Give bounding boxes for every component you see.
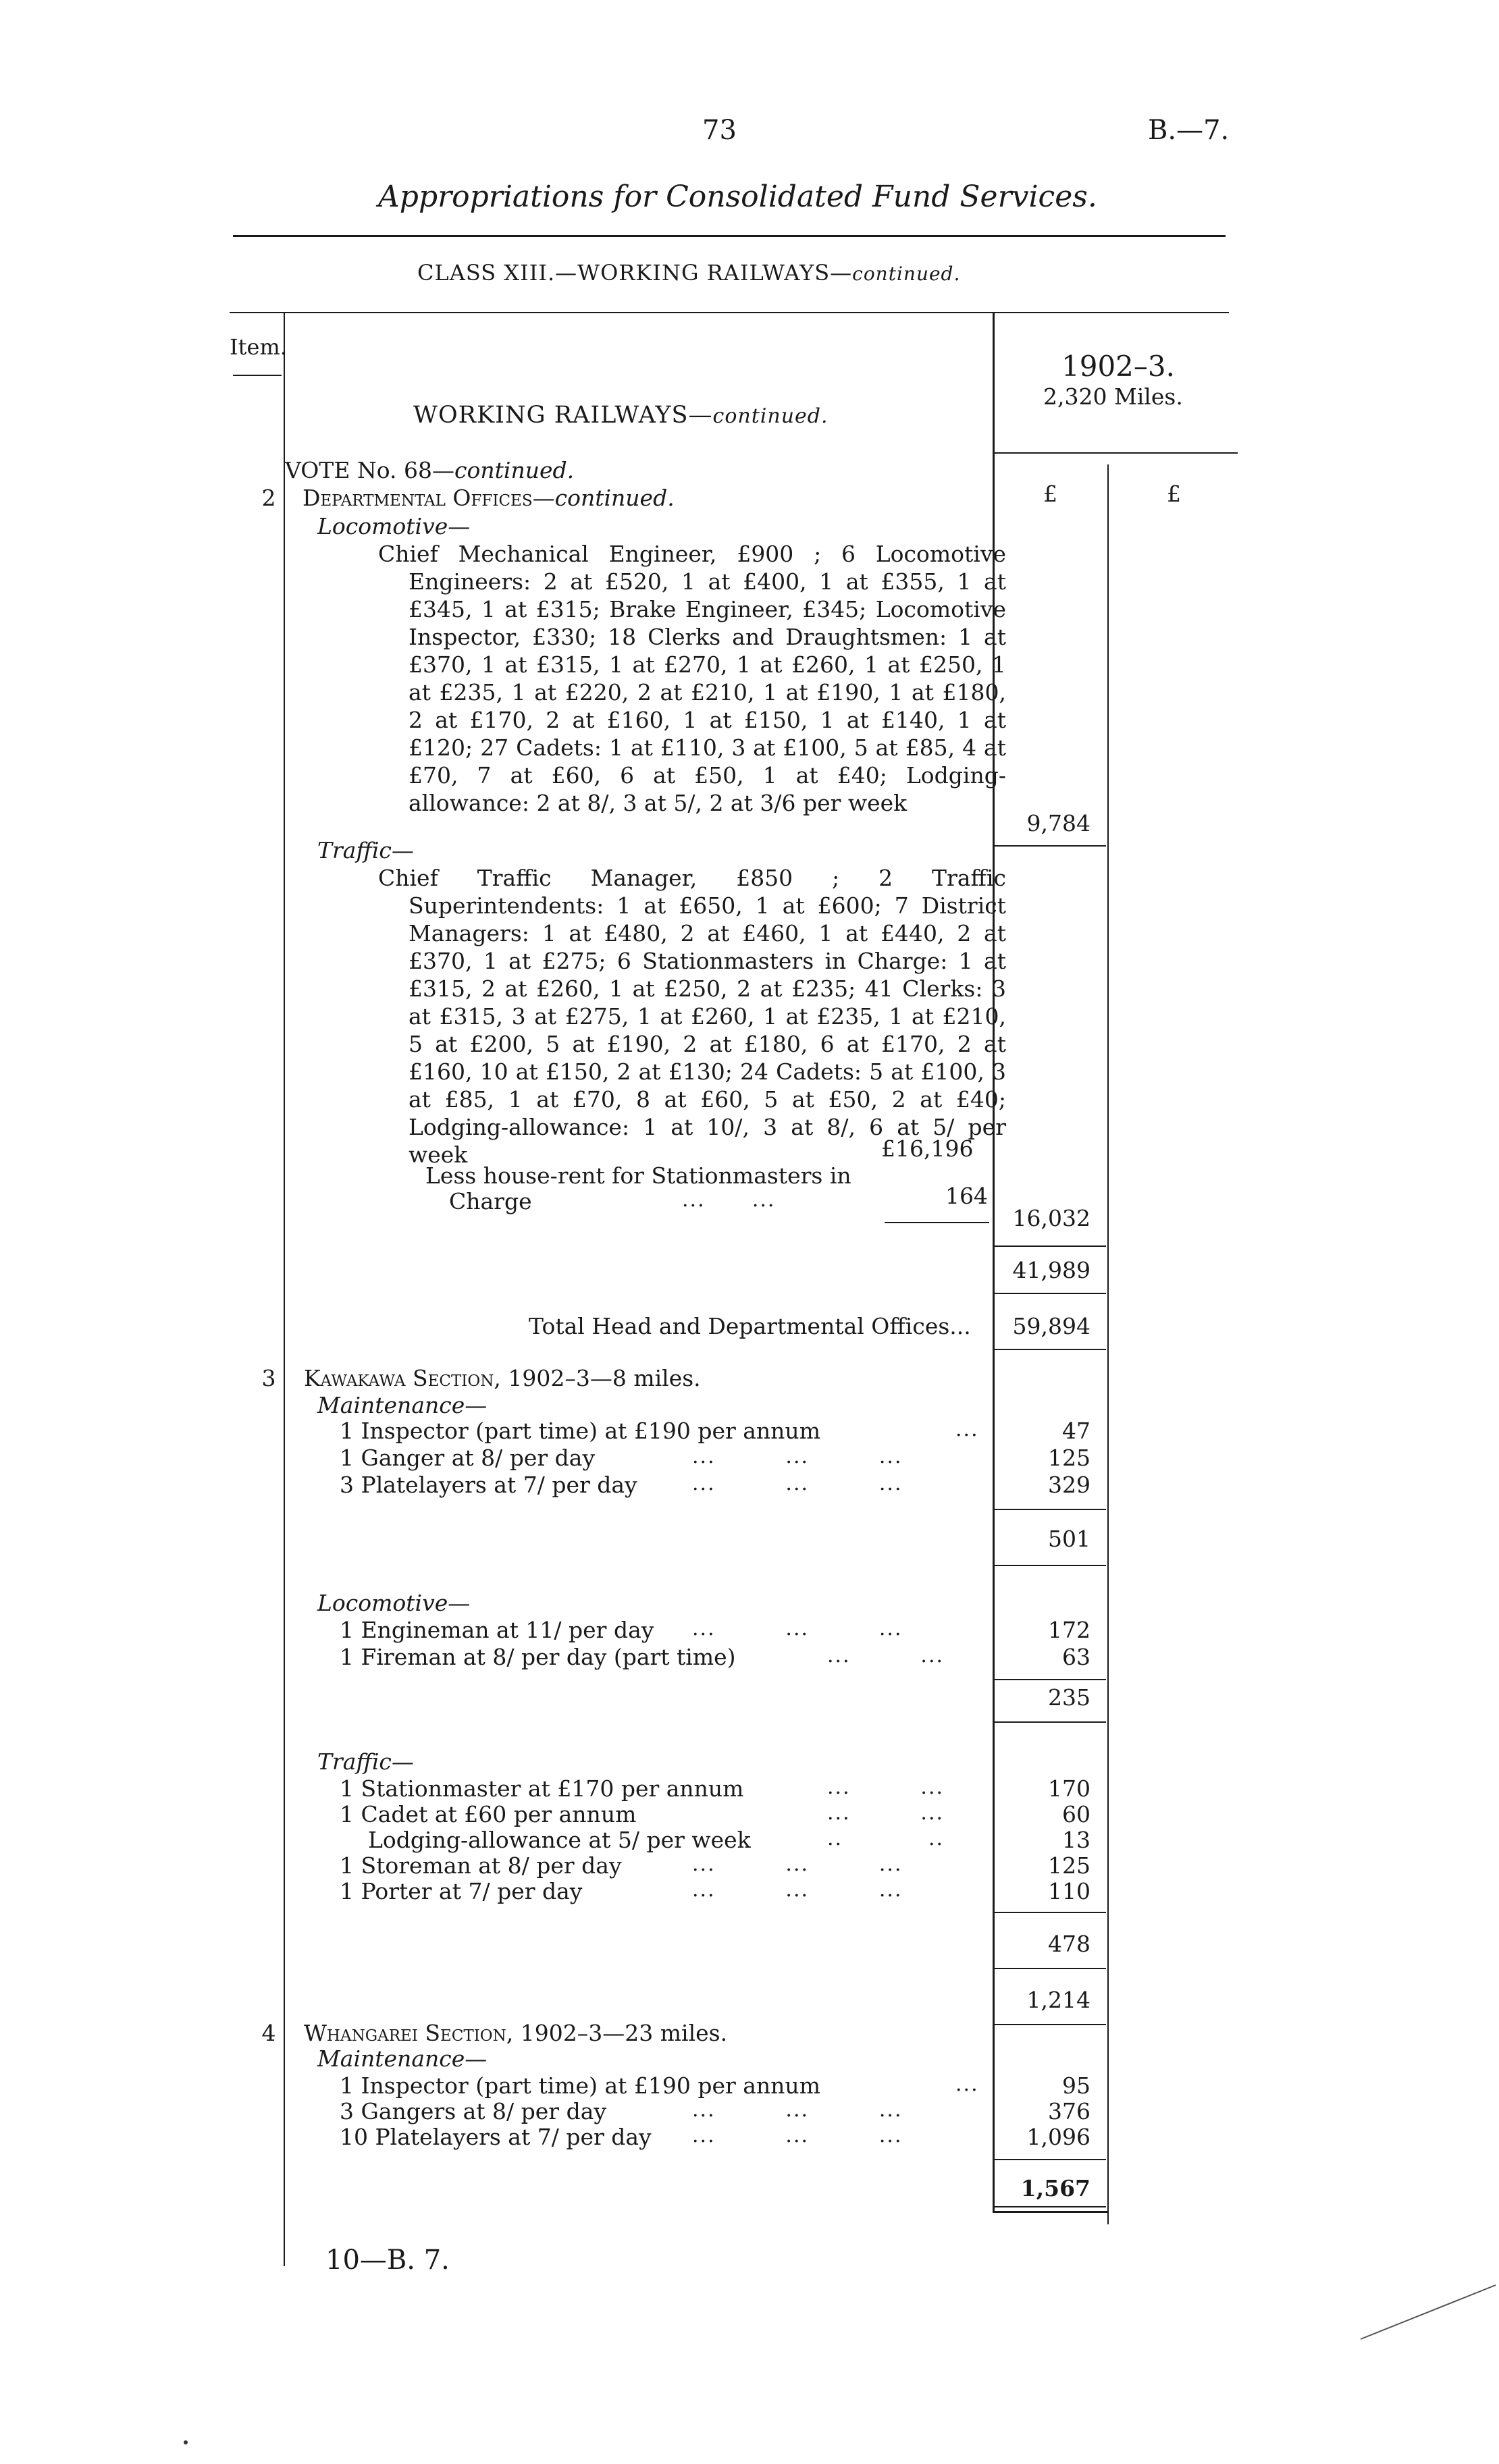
page-title: Appropriations for Consolidated Fund Services. [378,180,1097,214]
locomotive-heading: Locomotive— [317,513,471,539]
amount-col-bottom [993,2211,1109,2213]
currency-col2: £ [1167,481,1181,507]
row-dots: ... ... ... [692,1445,903,1468]
dot-mark [184,2440,188,2444]
row-dots: ... ... ... [692,1472,903,1495]
item-number-2: 2 [261,485,276,511]
row-dots: ... ... ... [692,2098,903,2122]
kawakawa-traffic-row-3: Lodging-allowance at 5/ per week [368,1827,751,1853]
kawakawa-maint-row-1: 1 Inspector (part time) at £190 per annum [340,1418,820,1444]
kawakawa-maint-rule [995,1509,1106,1510]
head-total-rule [995,1349,1106,1350]
item-header-underline [233,375,282,376]
item-number-3: 3 [261,1365,276,1391]
footer-signature: 10—B. 7. [325,2245,450,2276]
item-column-header: Item. [230,334,287,360]
locomotive-total: 9,784 [1026,810,1090,836]
miles-header: 2,320 Miles. [1043,383,1183,410]
whangarei-maint-amount-3: 1,096 [1026,2124,1090,2150]
traffic-total: 16,032 [1012,1205,1090,1231]
traffic-details: Chief Traffic Manager, £850 ; 2 Traffic Superintendents: 1 at £650, 1 at £600; 7 District Managers: 1 at £480, 2 at £460, 1 at £440, 2 at £370, 1 at £275; 6 Stationmasters in Charge: 1 at £315, 2 at £260, 1 at £250, 2 at £235; 41 Clerks: 3 at £315, 3 at £275, 1 at £260, 1 at £235, 1 at £210, 5 at £200, 5 at £190, 2 at £180, 6 at £170, 2 at £160, 10 at £150, 2 at £130; 24 Cadets: 5 at £100, 3 at £85, 1 at £70, 8 at £60, 5 at £50, 2 at £40; Lodging-allowance: 1 at 10/, 3 at 8/, 6 at 5/ per week [378,865,1006,1168]
kawakawa-loco-amount-1: 172 [1048,1617,1090,1643]
class-heading [417,260,960,286]
vote-label-cont: continued. [454,457,575,483]
whangarei-maint-total: 1,567 [1020,2175,1090,2201]
class-heading-main: CLASS XIII.—WORKING RAILWAYS— [417,260,853,286]
kawakawa-loco-heading: Locomotive— [317,1590,471,1616]
title-rule [233,235,1226,237]
locomotive-total-rule [995,845,1106,847]
whangarei-title [304,2020,727,2046]
row-dots: .. .. [827,1827,945,1850]
kawakawa-traffic-row-1: 1 Stationmaster at £170 per annum [340,1775,744,1802]
whangarei-maint-row-3: 10 Platelayers at 7/ per day [340,2124,652,2150]
kawakawa-traffic-row-2: 1 Cadet at £60 per annum [340,1801,637,1827]
whangarei-maint-row-1: 1 Inspector (part time) at £190 per annum [340,2072,820,2099]
charge-dots: ... ... [682,1188,776,1212]
currency-col1: £ [1043,481,1057,507]
amount-col-mid-rule [1107,464,1109,2224]
dept-offices-heading-main: Departmental Offices— [303,485,555,511]
kawakawa-maint-total: 501 [1048,1526,1090,1552]
row-dots: ... ... [827,1801,945,1825]
row-dots: ... ... ... [692,1852,903,1876]
kawakawa-loco-total-rule [995,1721,1106,1723]
kawakawa-traffic-row-5: 1 Porter at 7/ per day [340,1878,583,1904]
kawakawa-maint-amount-3: 329 [1048,1472,1090,1498]
kawakawa-loco-amount-2: 63 [1062,1644,1090,1670]
dept-offices-heading-cont: continued. [554,485,675,511]
kawakawa-traffic-total-rule [995,1968,1106,1969]
kawakawa-traffic-amount-2: 60 [1062,1801,1090,1827]
year-header: 1902–3. [1061,350,1175,383]
kawakawa-traffic-amount-4: 125 [1048,1852,1090,1879]
kawakawa-traffic-amount-5: 110 [1048,1878,1090,1904]
kawakawa-section-total: 1,214 [1026,1987,1090,2013]
locomotive-details: Chief Mechanical Engineer, £900 ; 6 Locomotive Engineers: 2 at £520, 1 at £400, 1 at £355, 1 at £345, 1 at £315; Brake Engineer, £345; Locomotive Inspector, £330; 18 Clerks and Draughtsmen: 1 at £370, 1 at £315, 1 at £270, 1 at £260, 1 at £250, 1 at £235, 1 at £220, 2 at £210, 1 at £190, 1 at £180, 2 at £170, 2 at £160, 1 at £150, 1 at £140, 1 at £120; 27 Cadets: 1 at £110, 3 at £100, 5 at £85, 4 at £70, 7 at £60, 6 at £50, 1 at £40; Lodging-allowance: 2 at 8/, 3 at 5/, 2 at 3/6 per week [378,541,1006,816]
scan-mark-icon [1357,2282,1499,2342]
kawakawa-traffic-row-4: 1 Storeman at 8/ per day [340,1852,622,1879]
kawakawa-traffic-total: 478 [1048,1931,1090,1957]
row-dots: ... ... ... [692,2124,903,2147]
kawakawa-maint-heading: Maintenance— [317,1392,488,1418]
whangarei-maint-heading: Maintenance— [317,2045,488,2072]
page-number: 73 [702,115,737,146]
kawakawa-maint-amount-1: 47 [1062,1418,1090,1444]
whangarei-maint-rule [995,2159,1106,2160]
whangarei-total-rule [995,2206,1106,2207]
kawakawa-maint-total-rule [995,1565,1106,1566]
kawakawa-loco-rule [995,1679,1106,1680]
page-code: B.—7. [1148,115,1230,146]
less-house-rent-charge: Charge [449,1188,532,1214]
row-dots: ... ... [827,1644,945,1667]
whangarei-maint-amount-1: 95 [1062,2072,1090,2099]
kawakawa-traffic-amount-3: 13 [1062,1827,1090,1853]
kawakawa-traffic-heading: Traffic— [317,1748,414,1775]
kawakawa-traffic-amount-1: 170 [1048,1775,1090,1802]
row-dots: ... [955,1418,979,1441]
head-total-label: Total Head and Departmental Offices... [529,1313,971,1339]
dept-offices-heading [303,485,675,511]
head-total: 59,894 [1012,1313,1090,1339]
traffic-gross: £16,196 [881,1135,974,1162]
traffic-total-rule [995,1246,1106,1247]
whangarei-maint-amount-2: 376 [1048,2098,1090,2124]
dept-offices-total: 41,989 [1012,1257,1090,1283]
year-header-underline [995,452,1238,454]
row-dots: ... ... ... [692,1878,903,1902]
kawakawa-loco-row-1: 1 Engineman at 11/ per day [340,1617,654,1643]
kawakawa-section-total-rule [995,2024,1106,2025]
kawakawa-loco-total: 235 [1048,1684,1090,1711]
vote-label [285,457,574,483]
item-number-4: 4 [261,2020,276,2046]
section-title-main: WORKING RAILWAYS— [413,402,713,429]
traffic-heading: Traffic— [317,837,414,863]
class-heading-cont: continued. [852,263,961,285]
kawakawa-maint-row-3: 3 Platelayers at 7/ per day [340,1472,637,1498]
kawakawa-traffic-rule [995,1912,1106,1913]
item-col-divider [284,312,285,2266]
kawakawa-loco-row-2: 1 Fireman at 8/ per day (part time) [340,1644,736,1670]
row-dots: ... ... [827,1775,945,1799]
section-title-cont: continued. [712,404,829,428]
whangarei-title-rest: 1902–3—23 miles. [513,2020,728,2046]
kawakawa-maint-row-2: 1 Ganger at 8/ per day [340,1445,596,1471]
vote-label-main: VOTE No. 68— [285,457,455,483]
dept-total-rule [995,1293,1106,1294]
kawakawa-title-main: Kawakawa Section, [304,1365,501,1391]
row-dots: ... ... ... [692,1617,903,1640]
whangarei-title-main: Whangarei Section, [304,2020,514,2046]
section-title [413,402,829,429]
less-amount: 164 [945,1183,988,1209]
less-house-rent: Less house-rent for Stationmasters in [425,1162,851,1189]
kawakawa-maint-amount-2: 125 [1048,1445,1090,1471]
kawakawa-title [304,1365,701,1391]
whangarei-maint-row-2: 3 Gangers at 8/ per day [340,2098,607,2124]
kawakawa-title-rest: 1902–3—8 miles. [500,1365,701,1391]
row-dots: ... [955,2072,979,2096]
table-top-rule [230,312,1229,313]
